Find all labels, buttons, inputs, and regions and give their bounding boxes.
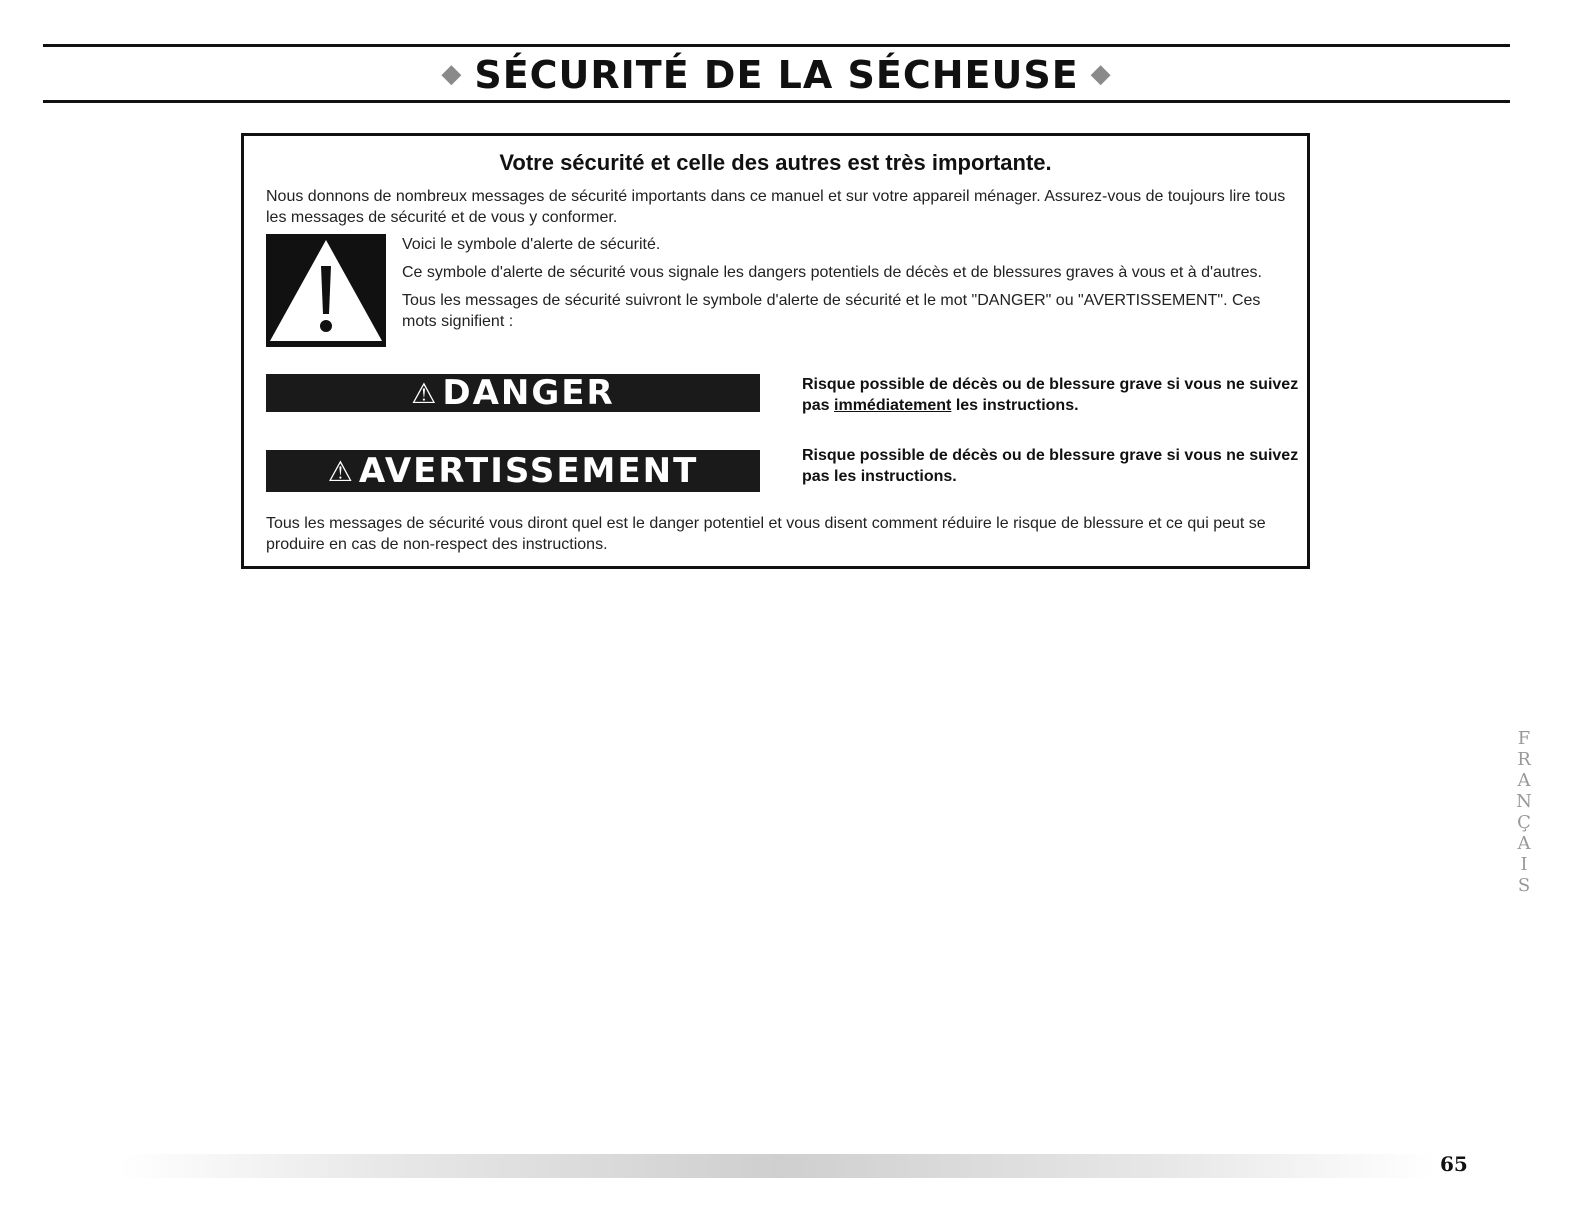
danger-desc-text: les instructions. — [951, 397, 1079, 414]
danger-desc-emphasis: immédiatement — [834, 397, 952, 414]
footer-bar — [118, 1154, 1436, 1178]
language-side-label: F R A N Ç A I S — [1516, 728, 1532, 896]
safety-box — [241, 133, 1310, 569]
danger-description — [802, 374, 1302, 416]
page-title-text: SÉCURITÉ DE LA SÉCHEUSE — [474, 53, 1079, 97]
alert-line: Tous les messages de sécurité suivront le symbole d'alerte de sécurité et le mot "DANGER" ou "AVERTISSEMENT". Ces mots signifient : — [402, 292, 1261, 330]
warning-triangle-icon: ⚠ — [411, 376, 439, 410]
alert-line: Voici le symbole d'alerte de sécurité. — [402, 236, 661, 253]
bottom-rule — [43, 100, 1510, 103]
warning-label: AVERTISSEMENT — [358, 451, 699, 491]
diamond-icon: ◆ — [441, 59, 463, 89]
safety-alert-icon — [266, 234, 386, 347]
safety-intro: Nous donnons de nombreux messages de sécurité importants dans ce manuel et sur votre appareil ménager. Assurez-vous de toujours lire tous les messages de sécurité et de vous y conformer. — [266, 188, 1286, 226]
warning-triangle-icon: ⚠ — [327, 454, 355, 488]
safety-heading: Votre sécurité et celle des autres est très importante. — [499, 150, 1052, 175]
danger-label: DANGER — [442, 373, 615, 413]
danger-signal-word — [266, 374, 760, 412]
top-rule — [43, 44, 1510, 47]
page-number: 65 — [1440, 1152, 1468, 1176]
diamond-icon: ◆ — [1090, 59, 1112, 89]
alert-explanation — [402, 234, 1292, 339]
alert-line: Ce symbole d'alerte de sécurité vous signale les dangers potentiels de décès et de blessures graves à vous et à d'autres. — [402, 264, 1262, 281]
safety-outro: Tous les messages de sécurité vous diront quel est le danger potentiel et vous disent comment réduire le risque de blessure et ce qui peut se produire en cas de non-respect des instructions. — [266, 515, 1266, 553]
page-title — [43, 52, 1510, 97]
warning-signal-word — [266, 450, 760, 492]
warning-description: Risque possible de décès ou de blessure grave si vous ne suivez pas les instructions. — [802, 447, 1299, 485]
danger-desc-text: Risque possible de décès ou de blessure grave si vous ne suivez pas — [802, 376, 1299, 414]
